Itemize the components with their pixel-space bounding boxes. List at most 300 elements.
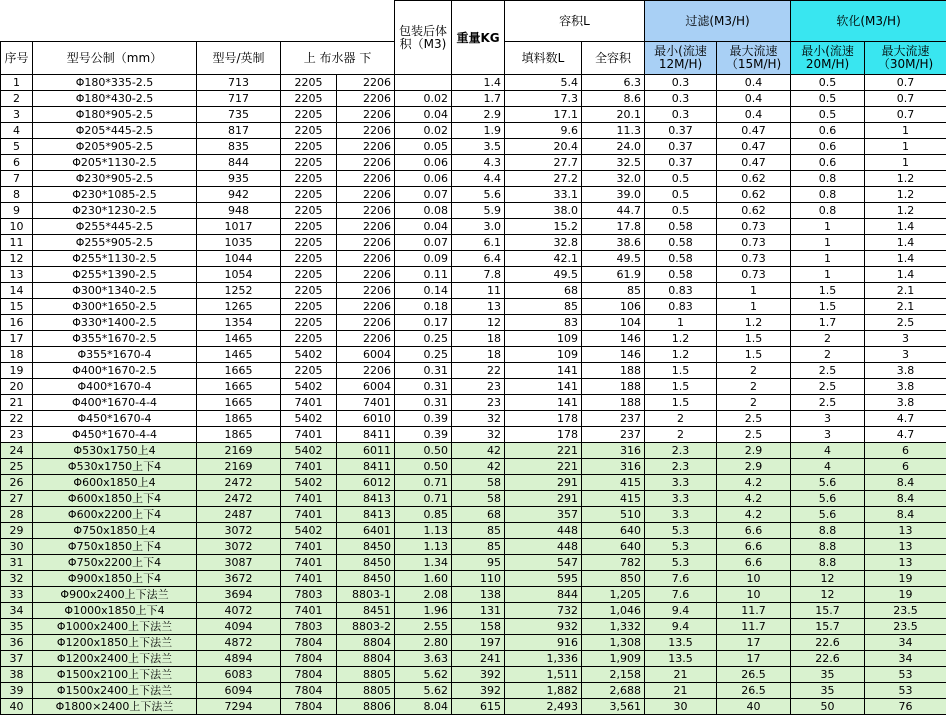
cell-seq: 7 <box>1 171 33 187</box>
cell-pack-volume: 0.71 <box>395 491 452 507</box>
cell-filter-min: 0.58 <box>645 219 717 235</box>
cell-fill: 141 <box>505 379 582 395</box>
cell-total: 146 <box>582 331 645 347</box>
cell-model-imperial: 935 <box>197 171 281 187</box>
cell-model-imperial: 1265 <box>197 299 281 315</box>
cell-soften-max: 0.7 <box>865 91 946 107</box>
cell-fill: 357 <box>505 507 582 523</box>
cell-pack-volume: 0.11 <box>395 267 452 283</box>
cell-pack-volume: 0.31 <box>395 379 452 395</box>
cell-seq: 37 <box>1 651 33 667</box>
table-row <box>1 187 946 203</box>
cell-model-metric: Φ180*335-2.5 <box>33 75 197 91</box>
cell-model-metric: Φ1500x2400上下法兰 <box>33 683 197 699</box>
table-row <box>1 315 946 331</box>
cell-fill: 17.1 <box>505 107 582 123</box>
cell-model-metric: Φ180*430-2.5 <box>33 91 197 107</box>
cell-soften-min: 1.5 <box>791 283 865 299</box>
cell-dist-top: 7401 <box>281 427 337 443</box>
cell-seq: 18 <box>1 347 33 363</box>
cell-weight: 131 <box>452 603 505 619</box>
cell-soften-max: 0.7 <box>865 107 946 123</box>
table-row <box>1 219 946 235</box>
cell-model-metric: Φ230*1085-2.5 <box>33 187 197 203</box>
cell-filter-max: 26.5 <box>717 667 791 683</box>
table-row <box>1 459 946 475</box>
cell-total: 1,205 <box>582 587 645 603</box>
cell-total: 1,308 <box>582 635 645 651</box>
cell-seq: 19 <box>1 363 33 379</box>
cell-dist-bottom: 2206 <box>337 139 395 155</box>
cell-soften-max: 23.5 <box>865 603 946 619</box>
cell-dist-bottom: 2206 <box>337 107 395 123</box>
cell-model-imperial: 3072 <box>197 539 281 555</box>
cell-soften-max: 0.7 <box>865 75 946 91</box>
cell-pack-volume: 5.62 <box>395 683 452 699</box>
header-fill: 填料数L <box>505 42 582 75</box>
table-row <box>1 667 946 683</box>
cell-weight: 23 <box>452 395 505 411</box>
cell-dist-bottom: 2206 <box>337 363 395 379</box>
cell-pack-volume: 0.25 <box>395 331 452 347</box>
cell-model-metric: Φ255*1390-2.5 <box>33 267 197 283</box>
cell-soften-min: 1.7 <box>791 315 865 331</box>
cell-seq: 12 <box>1 251 33 267</box>
cell-dist-top: 5402 <box>281 475 337 491</box>
cell-pack-volume: 0.04 <box>395 107 452 123</box>
cell-seq: 35 <box>1 619 33 635</box>
cell-soften-max: 3.8 <box>865 363 946 379</box>
cell-filter-max: 10 <box>717 587 791 603</box>
cell-model-imperial: 6094 <box>197 683 281 699</box>
cell-filter-max: 2 <box>717 363 791 379</box>
cell-soften-min: 15.7 <box>791 619 865 635</box>
cell-pack-volume: 1.34 <box>395 555 452 571</box>
cell-dist-bottom: 8411 <box>337 427 395 443</box>
cell-model-imperial: 4094 <box>197 619 281 635</box>
table-row <box>1 571 946 587</box>
cell-filter-max: 0.73 <box>717 219 791 235</box>
cell-total: 11.3 <box>582 123 645 139</box>
cell-model-imperial: 2472 <box>197 491 281 507</box>
cell-model-metric: Φ1500x2100上下法兰 <box>33 667 197 683</box>
table-row <box>1 347 946 363</box>
cell-pack-volume: 0.31 <box>395 395 452 411</box>
table-row <box>1 587 946 603</box>
cell-fill: 109 <box>505 347 582 363</box>
cell-soften-min: 2.5 <box>791 363 865 379</box>
cell-filter-max: 1.5 <box>717 331 791 347</box>
cell-filter-max: 2.9 <box>717 443 791 459</box>
cell-model-imperial: 1054 <box>197 267 281 283</box>
cell-dist-top: 7804 <box>281 635 337 651</box>
header-soften-min: 最小(流速20M/H) <box>791 42 865 75</box>
cell-model-metric: Φ400*1670-4-4 <box>33 395 197 411</box>
cell-weight: 1.9 <box>452 123 505 139</box>
cell-filter-min: 2.3 <box>645 443 717 459</box>
header-total: 全容积 <box>582 42 645 75</box>
header-weight: 重量KG <box>452 1 505 75</box>
cell-seq: 20 <box>1 379 33 395</box>
cell-total: 188 <box>582 363 645 379</box>
cell-fill: 178 <box>505 427 582 443</box>
cell-model-metric: Φ255*1130-2.5 <box>33 251 197 267</box>
cell-model-imperial: 948 <box>197 203 281 219</box>
cell-seq: 30 <box>1 539 33 555</box>
table-row <box>1 363 946 379</box>
cell-soften-max: 3 <box>865 331 946 347</box>
cell-filter-max: 11.7 <box>717 603 791 619</box>
cell-soften-max: 8.4 <box>865 475 946 491</box>
cell-filter-min: 3.3 <box>645 491 717 507</box>
cell-seq: 6 <box>1 155 33 171</box>
table-row <box>1 139 946 155</box>
cell-weight: 32 <box>452 427 505 443</box>
cell-dist-bottom: 8411 <box>337 459 395 475</box>
cell-weight: 392 <box>452 667 505 683</box>
cell-filter-max: 6.6 <box>717 539 791 555</box>
cell-total: 640 <box>582 523 645 539</box>
cell-dist-bottom: 6011 <box>337 443 395 459</box>
cell-soften-min: 3 <box>791 411 865 427</box>
cell-pack-volume: 0.50 <box>395 443 452 459</box>
cell-filter-min: 7.6 <box>645 587 717 603</box>
cell-seq: 13 <box>1 267 33 283</box>
cell-dist-bottom: 8806 <box>337 699 395 715</box>
cell-fill: 85 <box>505 299 582 315</box>
cell-dist-top: 7401 <box>281 571 337 587</box>
cell-pack-volume: 2.80 <box>395 635 452 651</box>
cell-fill: 9.6 <box>505 123 582 139</box>
cell-fill: 595 <box>505 571 582 587</box>
cell-filter-min: 0.37 <box>645 155 717 171</box>
cell-pack-volume: 0.06 <box>395 171 452 187</box>
cell-fill: 27.7 <box>505 155 582 171</box>
table-row <box>1 235 946 251</box>
header-soften-max: 最大流速（30M/H) <box>865 42 946 75</box>
cell-fill: 221 <box>505 459 582 475</box>
cell-dist-bottom: 8413 <box>337 491 395 507</box>
cell-fill: 221 <box>505 443 582 459</box>
cell-soften-min: 5.6 <box>791 475 865 491</box>
cell-total: 850 <box>582 571 645 587</box>
cell-soften-max: 19 <box>865 587 946 603</box>
cell-pack-volume: 0.06 <box>395 155 452 171</box>
cell-model-imperial: 2487 <box>197 507 281 523</box>
cell-filter-min: 5.3 <box>645 539 717 555</box>
cell-seq: 10 <box>1 219 33 235</box>
cell-weight: 6.4 <box>452 251 505 267</box>
cell-dist-top: 2205 <box>281 107 337 123</box>
cell-weight: 6.1 <box>452 235 505 251</box>
cell-soften-min: 35 <box>791 667 865 683</box>
cell-model-imperial: 1865 <box>197 411 281 427</box>
cell-filter-min: 5.3 <box>645 523 717 539</box>
cell-soften-min: 35 <box>791 683 865 699</box>
table-row <box>1 411 946 427</box>
cell-dist-bottom: 8804 <box>337 635 395 651</box>
cell-pack-volume: 0.25 <box>395 347 452 363</box>
cell-total: 1,046 <box>582 603 645 619</box>
cell-model-imperial: 7294 <box>197 699 281 715</box>
cell-filter-max: 0.62 <box>717 171 791 187</box>
cell-soften-min: 2 <box>791 331 865 347</box>
cell-total: 146 <box>582 347 645 363</box>
cell-seq: 40 <box>1 699 33 715</box>
cell-dist-top: 7803 <box>281 587 337 603</box>
cell-weight: 5.6 <box>452 187 505 203</box>
cell-dist-bottom: 6004 <box>337 379 395 395</box>
cell-pack-volume: 0.17 <box>395 315 452 331</box>
cell-dist-top: 2205 <box>281 251 337 267</box>
cell-seq: 4 <box>1 123 33 139</box>
cell-total: 316 <box>582 459 645 475</box>
cell-fill: 844 <box>505 587 582 603</box>
cell-filter-max: 4.2 <box>717 491 791 507</box>
cell-model-imperial: 1252 <box>197 283 281 299</box>
cell-pack-volume: 0.39 <box>395 427 452 443</box>
cell-soften-min: 22.6 <box>791 635 865 651</box>
cell-dist-top: 2205 <box>281 363 337 379</box>
cell-soften-min: 0.8 <box>791 171 865 187</box>
cell-fill: 109 <box>505 331 582 347</box>
cell-soften-max: 1.2 <box>865 171 946 187</box>
cell-pack-volume: 2.55 <box>395 619 452 635</box>
cell-soften-min: 1 <box>791 219 865 235</box>
cell-soften-min: 1 <box>791 267 865 283</box>
table-row <box>1 107 946 123</box>
cell-model-metric: Φ750x2200上下4 <box>33 555 197 571</box>
cell-seq: 14 <box>1 283 33 299</box>
cell-filter-max: 2.9 <box>717 459 791 475</box>
cell-model-imperial: 817 <box>197 123 281 139</box>
cell-filter-max: 0.4 <box>717 91 791 107</box>
cell-filter-min: 0.37 <box>645 123 717 139</box>
cell-model-imperial: 1017 <box>197 219 281 235</box>
cell-model-imperial: 4894 <box>197 651 281 667</box>
cell-seq: 38 <box>1 667 33 683</box>
cell-total: 1,909 <box>582 651 645 667</box>
cell-weight: 4.3 <box>452 155 505 171</box>
cell-dist-bottom: 8450 <box>337 571 395 587</box>
cell-soften-min: 50 <box>791 699 865 715</box>
cell-model-metric: Φ530x1750上4 <box>33 443 197 459</box>
cell-filter-min: 0.5 <box>645 203 717 219</box>
cell-filter-max: 6.6 <box>717 555 791 571</box>
cell-filter-max: 0.47 <box>717 155 791 171</box>
cell-seq: 39 <box>1 683 33 699</box>
cell-dist-bottom: 2206 <box>337 187 395 203</box>
cell-model-imperial: 735 <box>197 107 281 123</box>
cell-fill: 732 <box>505 603 582 619</box>
cell-model-imperial: 2472 <box>197 475 281 491</box>
cell-model-metric: Φ205*905-2.5 <box>33 139 197 155</box>
cell-pack-volume: 5.62 <box>395 667 452 683</box>
cell-model-metric: Φ1200x1850上下法兰 <box>33 635 197 651</box>
cell-pack-volume: 0.07 <box>395 235 452 251</box>
cell-filter-min: 0.5 <box>645 187 717 203</box>
cell-dist-top: 2205 <box>281 267 337 283</box>
cell-fill: 27.2 <box>505 171 582 187</box>
cell-seq: 23 <box>1 427 33 443</box>
cell-model-metric: Φ1000x1850上下4 <box>33 603 197 619</box>
cell-pack-volume: 0.09 <box>395 251 452 267</box>
cell-soften-max: 1 <box>865 155 946 171</box>
cell-total: 106 <box>582 299 645 315</box>
cell-total: 38.6 <box>582 235 645 251</box>
cell-dist-top: 7401 <box>281 459 337 475</box>
table-row <box>1 523 946 539</box>
cell-filter-min: 0.83 <box>645 299 717 315</box>
cell-model-imperial: 3672 <box>197 571 281 587</box>
cell-seq: 5 <box>1 139 33 155</box>
cell-dist-top: 2205 <box>281 91 337 107</box>
cell-seq: 34 <box>1 603 33 619</box>
cell-model-imperial: 1665 <box>197 363 281 379</box>
cell-dist-top: 2205 <box>281 155 337 171</box>
cell-filter-min: 1.5 <box>645 363 717 379</box>
header-filter: 过滤(M3/H) <box>645 1 791 42</box>
cell-total: 49.5 <box>582 251 645 267</box>
cell-total: 3,561 <box>582 699 645 715</box>
cell-soften-max: 4.7 <box>865 427 946 443</box>
cell-soften-min: 0.5 <box>791 75 865 91</box>
cell-filter-min: 1.5 <box>645 379 717 395</box>
cell-dist-top: 2205 <box>281 235 337 251</box>
cell-fill: 7.3 <box>505 91 582 107</box>
cell-soften-min: 5.6 <box>791 491 865 507</box>
cell-seq: 8 <box>1 187 33 203</box>
cell-filter-min: 13.5 <box>645 651 717 667</box>
cell-filter-max: 0.73 <box>717 267 791 283</box>
cell-soften-min: 8.8 <box>791 523 865 539</box>
cell-model-metric: Φ300*1650-2.5 <box>33 299 197 315</box>
cell-seq: 11 <box>1 235 33 251</box>
cell-model-imperial: 1035 <box>197 235 281 251</box>
cell-soften-min: 0.5 <box>791 91 865 107</box>
cell-filter-max: 2.5 <box>717 427 791 443</box>
cell-filter-max: 40 <box>717 699 791 715</box>
cell-model-metric: Φ450*1670-4 <box>33 411 197 427</box>
cell-model-metric: Φ255*445-2.5 <box>33 219 197 235</box>
cell-model-imperial: 3072 <box>197 523 281 539</box>
cell-soften-min: 15.7 <box>791 603 865 619</box>
cell-fill: 68 <box>505 283 582 299</box>
cell-soften-max: 53 <box>865 683 946 699</box>
cell-model-metric: Φ255*905-2.5 <box>33 235 197 251</box>
cell-weight: 7.8 <box>452 267 505 283</box>
cell-dist-bottom: 6012 <box>337 475 395 491</box>
cell-dist-top: 5402 <box>281 347 337 363</box>
cell-filter-min: 2 <box>645 427 717 443</box>
table-row <box>1 155 946 171</box>
cell-dist-bottom: 2206 <box>337 155 395 171</box>
cell-filter-max: 10 <box>717 571 791 587</box>
cell-model-metric: Φ330*1400-2.5 <box>33 315 197 331</box>
cell-pack-volume: 0.05 <box>395 139 452 155</box>
header-model-imperial: 型号/英制 <box>197 42 281 75</box>
cell-model-imperial: 2169 <box>197 459 281 475</box>
cell-total: 782 <box>582 555 645 571</box>
cell-pack-volume: 0.07 <box>395 187 452 203</box>
cell-weight: 2.9 <box>452 107 505 123</box>
cell-weight: 615 <box>452 699 505 715</box>
cell-model-imperial: 1665 <box>197 395 281 411</box>
cell-weight: 23 <box>452 379 505 395</box>
cell-weight: 22 <box>452 363 505 379</box>
cell-dist-top: 2205 <box>281 75 337 91</box>
cell-filter-max: 0.73 <box>717 251 791 267</box>
cell-fill: 1,336 <box>505 651 582 667</box>
cell-seq: 9 <box>1 203 33 219</box>
cell-model-imperial: 717 <box>197 91 281 107</box>
cell-filter-min: 0.3 <box>645 75 717 91</box>
cell-fill: 83 <box>505 315 582 331</box>
cell-filter-max: 1 <box>717 299 791 315</box>
cell-model-imperial: 1354 <box>197 315 281 331</box>
cell-weight: 58 <box>452 491 505 507</box>
cell-model-metric: Φ400*1670-2.5 <box>33 363 197 379</box>
cell-weight: 32 <box>452 411 505 427</box>
cell-model-metric: Φ355*1670-4 <box>33 347 197 363</box>
cell-total: 44.7 <box>582 203 645 219</box>
cell-total: 415 <box>582 475 645 491</box>
cell-filter-min: 7.6 <box>645 571 717 587</box>
cell-model-imperial: 3694 <box>197 587 281 603</box>
cell-dist-bottom: 2206 <box>337 315 395 331</box>
cell-filter-max: 0.62 <box>717 187 791 203</box>
cell-soften-min: 1 <box>791 251 865 267</box>
table-row <box>1 395 946 411</box>
header-filter-max: 最大流速（15M/H) <box>717 42 791 75</box>
cell-dist-bottom: 2206 <box>337 75 395 91</box>
blank-header-area <box>1 1 395 42</box>
header-filter-min: 最小(流速12M/H) <box>645 42 717 75</box>
cell-fill: 15.2 <box>505 219 582 235</box>
cell-pack-volume: 0.08 <box>395 203 452 219</box>
cell-weight: 110 <box>452 571 505 587</box>
cell-soften-max: 53 <box>865 667 946 683</box>
cell-seq: 32 <box>1 571 33 587</box>
cell-soften-min: 5.6 <box>791 507 865 523</box>
cell-model-metric: Φ230*905-2.5 <box>33 171 197 187</box>
cell-fill: 2,493 <box>505 699 582 715</box>
cell-filter-max: 2 <box>717 379 791 395</box>
header-model-metric: 型号公制（mm） <box>33 42 197 75</box>
cell-model-imperial: 844 <box>197 155 281 171</box>
cell-filter-min: 0.58 <box>645 251 717 267</box>
table-row <box>1 539 946 555</box>
cell-dist-top: 5402 <box>281 411 337 427</box>
cell-soften-max: 1 <box>865 123 946 139</box>
cell-fill: 33.1 <box>505 187 582 203</box>
table-row <box>1 507 946 523</box>
cell-dist-top: 2205 <box>281 315 337 331</box>
cell-filter-max: 4.2 <box>717 507 791 523</box>
cell-filter-max: 17 <box>717 635 791 651</box>
table-row <box>1 699 946 715</box>
cell-seq: 17 <box>1 331 33 347</box>
cell-fill: 291 <box>505 491 582 507</box>
cell-filter-max: 1.5 <box>717 347 791 363</box>
cell-total: 237 <box>582 411 645 427</box>
table-row <box>1 651 946 667</box>
cell-filter-min: 1.2 <box>645 331 717 347</box>
cell-pack-volume: 0.04 <box>395 219 452 235</box>
cell-total: 61.9 <box>582 267 645 283</box>
cell-filter-min: 30 <box>645 699 717 715</box>
cell-model-metric: Φ530x1750上下4 <box>33 459 197 475</box>
